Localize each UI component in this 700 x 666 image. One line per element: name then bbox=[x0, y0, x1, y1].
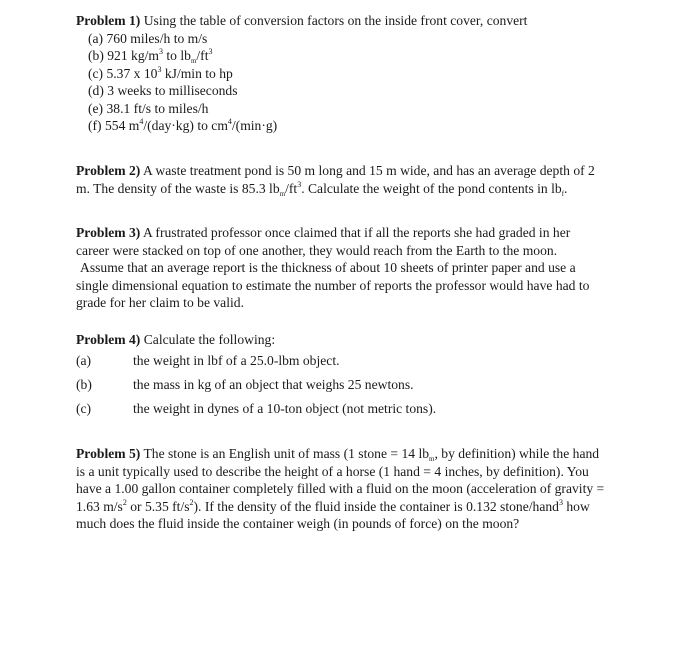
problem-3-line-1: Problem 3) A frustrated professor once claimed that if all the reports she had graded in her bbox=[76, 225, 571, 240]
problem-2-line-1: Problem 2) A waste treatment pond is 50 m long and 15 m wide, and has an average depth of 2 bbox=[76, 163, 595, 178]
problem-1-item-d: (d) 3 weeks to milliseconds bbox=[88, 83, 238, 98]
problem-5 bbox=[76, 445, 636, 533]
problem-1-label: Problem 1) bbox=[76, 13, 141, 28]
problem-4-item-a: (a) the weight in lbf of a 25.0-lbm object. bbox=[76, 352, 340, 368]
problem-2-label: Problem 2) bbox=[76, 163, 141, 178]
problem-5-line-3: have a 1.00 gallon container completely filled with a fluid on the moon (acceleration of gravity = bbox=[76, 481, 605, 496]
problem-5-line-4: 1.63 $m/s^2$ or 5.35 $ft/s^2$). If the density of the fluid inside the container is 0.132 stone/hand$^3$ how bbox=[76, 497, 590, 514]
problem-1-intro: Using the table of conversion factors on the inside front cover, convert bbox=[143, 13, 528, 28]
problem-4-header bbox=[76, 331, 636, 349]
problem-1-item-b: (b) 921 $kg/m^3$ to $lb_m/ft^3$ bbox=[88, 47, 213, 65]
problem-5-line-5: much does the fluid inside the container weigh (in pounds of force) on the moon? bbox=[76, 516, 520, 531]
problem-3-line-4: single dimensional equation to estimate the number of reports the professor would have had to bbox=[76, 277, 590, 293]
problem-4-intro: Calculate the following: bbox=[143, 332, 276, 347]
problem-1-item-c: (c) 5.37 x $10^3$ kJ/min to hp bbox=[88, 64, 233, 81]
problem-4-item-c: (c) the weight in dynes of a 10-ton object (not metric tons). bbox=[76, 400, 437, 416]
problem-2-line-2: m. The density of the waste is 85.3 $lb_m/ft^3$. Calculate the weight of the pond contents in $lb_f$. bbox=[76, 179, 568, 198]
problem-5-line-2: is a unit typically used to describe the height of a horse (1 hand = 4 inches, by definition). You bbox=[76, 463, 589, 479]
problem-3 bbox=[76, 224, 636, 312]
problem-5-line-1: Problem 5) The stone is an English unit of mass (1 stone = 14 $lb_m$, by definition) while the hand bbox=[76, 446, 600, 463]
problem-1-item-a: (a) 760 miles/h to m/s bbox=[88, 30, 208, 46]
problem-1-header bbox=[76, 12, 636, 30]
problem-4-item-b: (b) the mass in kg of an object that weighs 25 newtons. bbox=[76, 376, 414, 392]
problem-1 bbox=[76, 12, 636, 135]
problem-5-label: Problem 5) bbox=[76, 446, 141, 461]
problem-4 bbox=[76, 331, 636, 421]
problem-3-line-3: Assume that an average report is the thickness of about 10 sheets of printer paper and use a bbox=[80, 260, 576, 275]
problem-4-label: Problem 4) bbox=[76, 332, 141, 347]
problem-2 bbox=[76, 162, 636, 197]
problem-3-label: Problem 3) bbox=[76, 225, 141, 240]
problem-1-item-f: (f) 554 $m^4/(day\cdot kg)$ to $cm^4/(\min\cdot g)$ bbox=[88, 117, 278, 133]
problem-3-line-2: career were stacked on top of one another, they would reach from the Earth to the moon. bbox=[76, 242, 558, 258]
problem-1-item-e: (e) 38.1 ft/s to miles/h bbox=[88, 100, 209, 116]
problem-3-line-5: grade for her claim to be valid. bbox=[76, 295, 244, 310]
